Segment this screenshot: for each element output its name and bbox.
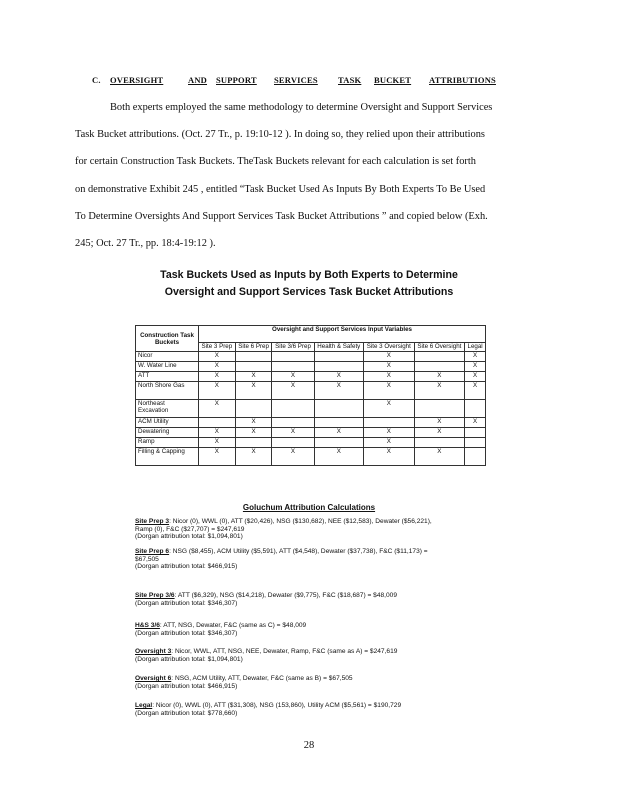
table-cell: X <box>235 418 272 428</box>
calculation-text: : NSG ($8,455), ACM Utility ($5,591), ATT ($4,548), Dewater ($37,738), F&C ($11,173) = <box>169 548 428 555</box>
calculation-line <box>135 648 495 656</box>
table-row <box>136 438 486 448</box>
paragraph-line: Both experts employed the same methodology to determine Oversight and Support Services <box>110 102 493 113</box>
figure-title-line-2: Oversight and Support Services Task Bucket Attributions <box>164 286 454 298</box>
table-row <box>136 428 486 438</box>
column-header: Site 3 Prep <box>199 343 236 352</box>
table-cell <box>314 352 364 362</box>
table-cell: X <box>199 352 236 362</box>
table-cell: X <box>199 438 236 448</box>
calculation-line: (Dorgan attribution total: $466,915) <box>135 682 238 690</box>
table-cell: X <box>465 382 486 400</box>
section-title-word: SERVICES <box>274 75 318 85</box>
group-header: Oversight and Support Services Input Variables <box>199 326 486 343</box>
paragraph-line: 245; Oct. 27 Tr., pp. 18:4-19:12 ). <box>75 238 216 249</box>
table-cell <box>272 418 314 428</box>
table-cell: X <box>414 382 465 400</box>
table-cell: X <box>465 352 486 362</box>
row-label: North Shore Gas <box>136 382 199 400</box>
section-title-word: TASK <box>338 75 362 85</box>
table-cell: X <box>272 428 314 438</box>
table-cell <box>465 400 486 418</box>
table-row <box>136 448 486 466</box>
calculation-line: $67,505 <box>135 555 159 563</box>
table-cell: X <box>414 448 465 466</box>
calculation-block <box>135 702 495 717</box>
table-cell <box>414 438 465 448</box>
column-header: Site 6 Prep <box>235 343 272 352</box>
calculation-block <box>135 675 495 690</box>
calculation-heading: Site Prep 3 <box>135 518 170 525</box>
table-cell: X <box>199 382 236 400</box>
table-cell: X <box>199 400 236 418</box>
table-cell: X <box>235 428 272 438</box>
column-header: Legal <box>465 343 486 352</box>
table-row <box>136 352 486 362</box>
table-cell <box>272 362 314 372</box>
calculation-line: Ramp (0), F&C ($27,707) = $247,619 <box>135 525 245 533</box>
table-cell: X <box>199 428 236 438</box>
calculation-line <box>135 702 495 710</box>
corner-header: Construction Task Buckets <box>136 326 199 352</box>
table-cell <box>272 438 314 448</box>
calculation-line: (Dorgan attribution total: $1,094,801) <box>135 655 243 663</box>
section-number: C. <box>92 75 101 85</box>
table-cell: X <box>364 362 415 372</box>
table-cell: X <box>235 372 272 382</box>
section-title-word: ATTRIBUTIONS <box>429 75 496 85</box>
section-heading <box>92 75 507 85</box>
calculations-title: Goluchum Attribution Calculations <box>242 503 376 512</box>
table-cell: X <box>235 382 272 400</box>
table-cell: X <box>364 372 415 382</box>
table-cell <box>235 362 272 372</box>
calculation-block <box>135 622 495 637</box>
table-cell: X <box>272 382 314 400</box>
table-cell <box>314 418 364 428</box>
calculation-heading: Oversight 3 <box>135 648 172 655</box>
table-cell: X <box>364 448 415 466</box>
table-cell <box>314 438 364 448</box>
calculation-text: : ATT ($6,329), NSG ($14,218), Dewater ($9,775), F&C ($18,687) = $48,009 <box>174 592 398 599</box>
column-header: Site 3/6 Prep <box>272 343 314 352</box>
table-row <box>136 400 486 418</box>
table-cell <box>272 352 314 362</box>
table-cell: X <box>364 400 415 418</box>
calculation-text: : Nicor (0), WWL (0), ATT ($31,308), NSG (153,860), Utility ACM ($5,561) = $190,729 <box>152 702 402 709</box>
calculation-block <box>135 548 495 571</box>
paragraph-line: on demonstrative Exhibit 245 , entitled “Task Bucket Used As Inputs By Both Experts To Be Used <box>75 184 486 195</box>
calculation-heading: H&S 3/6 <box>135 622 160 629</box>
table-cell <box>199 418 236 428</box>
calculation-block <box>135 518 495 541</box>
paragraph-line: To Determine Oversights And Support Services Task Bucket Attributions ” and copied below (Exh. <box>75 211 488 222</box>
row-label: Filling & Capping <box>136 448 199 466</box>
table-cell: X <box>314 448 364 466</box>
table-cell <box>314 400 364 418</box>
table-row <box>136 382 486 400</box>
paragraph-line: Task Bucket attributions. (Oct. 27 Tr., p. 19:10-12 ). In doing so, they relied upon their attributions <box>75 129 485 140</box>
table-cell <box>465 448 486 466</box>
table-cell: X <box>314 372 364 382</box>
table-cell: X <box>272 372 314 382</box>
table-cell: X <box>314 428 364 438</box>
table-cell: X <box>272 448 314 466</box>
table-cell: X <box>364 438 415 448</box>
table-row <box>136 418 486 428</box>
calculation-text: : Nicor, WWL, ATT, NSG, NEE, Dewater, Ramp, F&C (same as A) = $247,619 <box>171 648 398 655</box>
row-label: Northeast Excavation <box>136 400 199 418</box>
calculation-line: (Dorgan attribution total: $1,094,801) <box>135 533 243 540</box>
section-title-word: SUPPORT <box>216 75 257 85</box>
row-label: ATT <box>136 372 199 382</box>
table-cell: X <box>465 418 486 428</box>
table-cell <box>272 400 314 418</box>
table-body <box>136 352 486 466</box>
calculation-line <box>135 622 495 630</box>
task-bucket-table <box>135 325 486 466</box>
calculation-text: : Nicor (0), WWL (0), ATT ($20,426), NSG ($130,682), NEE ($12,583), Dewater ($56,221), <box>169 518 432 525</box>
section-title-word: BUCKET <box>374 75 412 85</box>
table-cell: X <box>465 372 486 382</box>
calculation-line <box>135 592 495 600</box>
table-cell <box>414 352 465 362</box>
calculation-line <box>135 518 495 526</box>
calculation-heading: Site Prep 3/6 <box>135 592 175 599</box>
table-cell: X <box>199 362 236 372</box>
page-number: 28 <box>303 740 315 751</box>
section-title-word: AND <box>188 75 208 85</box>
table-row <box>136 362 486 372</box>
table-cell: X <box>235 448 272 466</box>
row-label: Dewatering <box>136 428 199 438</box>
table-cell <box>364 418 415 428</box>
figure-title-line-1: Task Buckets Used as Inputs by Both Experts to Determine <box>160 269 458 281</box>
calculation-heading: Legal <box>135 702 153 709</box>
calculation-block <box>135 648 495 663</box>
table-cell: X <box>414 372 465 382</box>
calculation-text: : NSG, ACM Utility, ATT, Dewater, F&C (same as B) = $67,505 <box>171 675 353 682</box>
table-cell <box>414 362 465 372</box>
calculation-line: (Dorgan attribution total: $778,660) <box>135 709 238 717</box>
table-cell <box>235 352 272 362</box>
table-cell: X <box>414 418 465 428</box>
calculation-line <box>135 548 495 556</box>
calculation-line: (Dorgan attribution total: $466,915) <box>135 563 238 570</box>
row-label: ACM Utility <box>136 418 199 428</box>
row-label: W. Water Line <box>136 362 199 372</box>
calculation-heading: Site Prep 6 <box>135 548 170 555</box>
table-cell: X <box>199 448 236 466</box>
table-cell <box>235 400 272 418</box>
table-cell <box>235 438 272 448</box>
calculation-line: (Dorgan attribution total: $346,307) <box>135 599 238 607</box>
section-title-word: OVERSIGHT <box>110 75 164 85</box>
table-cell <box>465 438 486 448</box>
table-cell: X <box>364 352 415 362</box>
column-header: Health & Safety <box>314 343 364 352</box>
table-cell <box>414 400 465 418</box>
table-cell: X <box>465 362 486 372</box>
calculation-block <box>135 592 495 607</box>
table-cell: X <box>199 372 236 382</box>
row-label: Nicor <box>136 352 199 362</box>
column-header: Site 3 Oversight <box>364 343 415 352</box>
section-title <box>110 75 507 85</box>
table-cell: X <box>414 428 465 438</box>
table-cell: X <box>364 428 415 438</box>
calculation-text: : ATT, NSG, Dewater, F&C (same as C) = $48,009 <box>159 622 307 629</box>
calculation-line: (Dorgan attribution total: $346,307) <box>135 629 238 637</box>
table-cell: X <box>314 382 364 400</box>
paragraph-line: for certain Construction Task Buckets. TheTask Buckets relevant for each calculation is set forth <box>75 156 476 167</box>
column-header: Site 6 Oversight <box>414 343 465 352</box>
table-cell <box>465 428 486 438</box>
calculation-heading: Oversight 6 <box>135 675 172 682</box>
table-cell <box>314 362 364 372</box>
calculation-line <box>135 675 495 683</box>
table-cell: X <box>364 382 415 400</box>
row-label: Ramp <box>136 438 199 448</box>
table-row <box>136 372 486 382</box>
